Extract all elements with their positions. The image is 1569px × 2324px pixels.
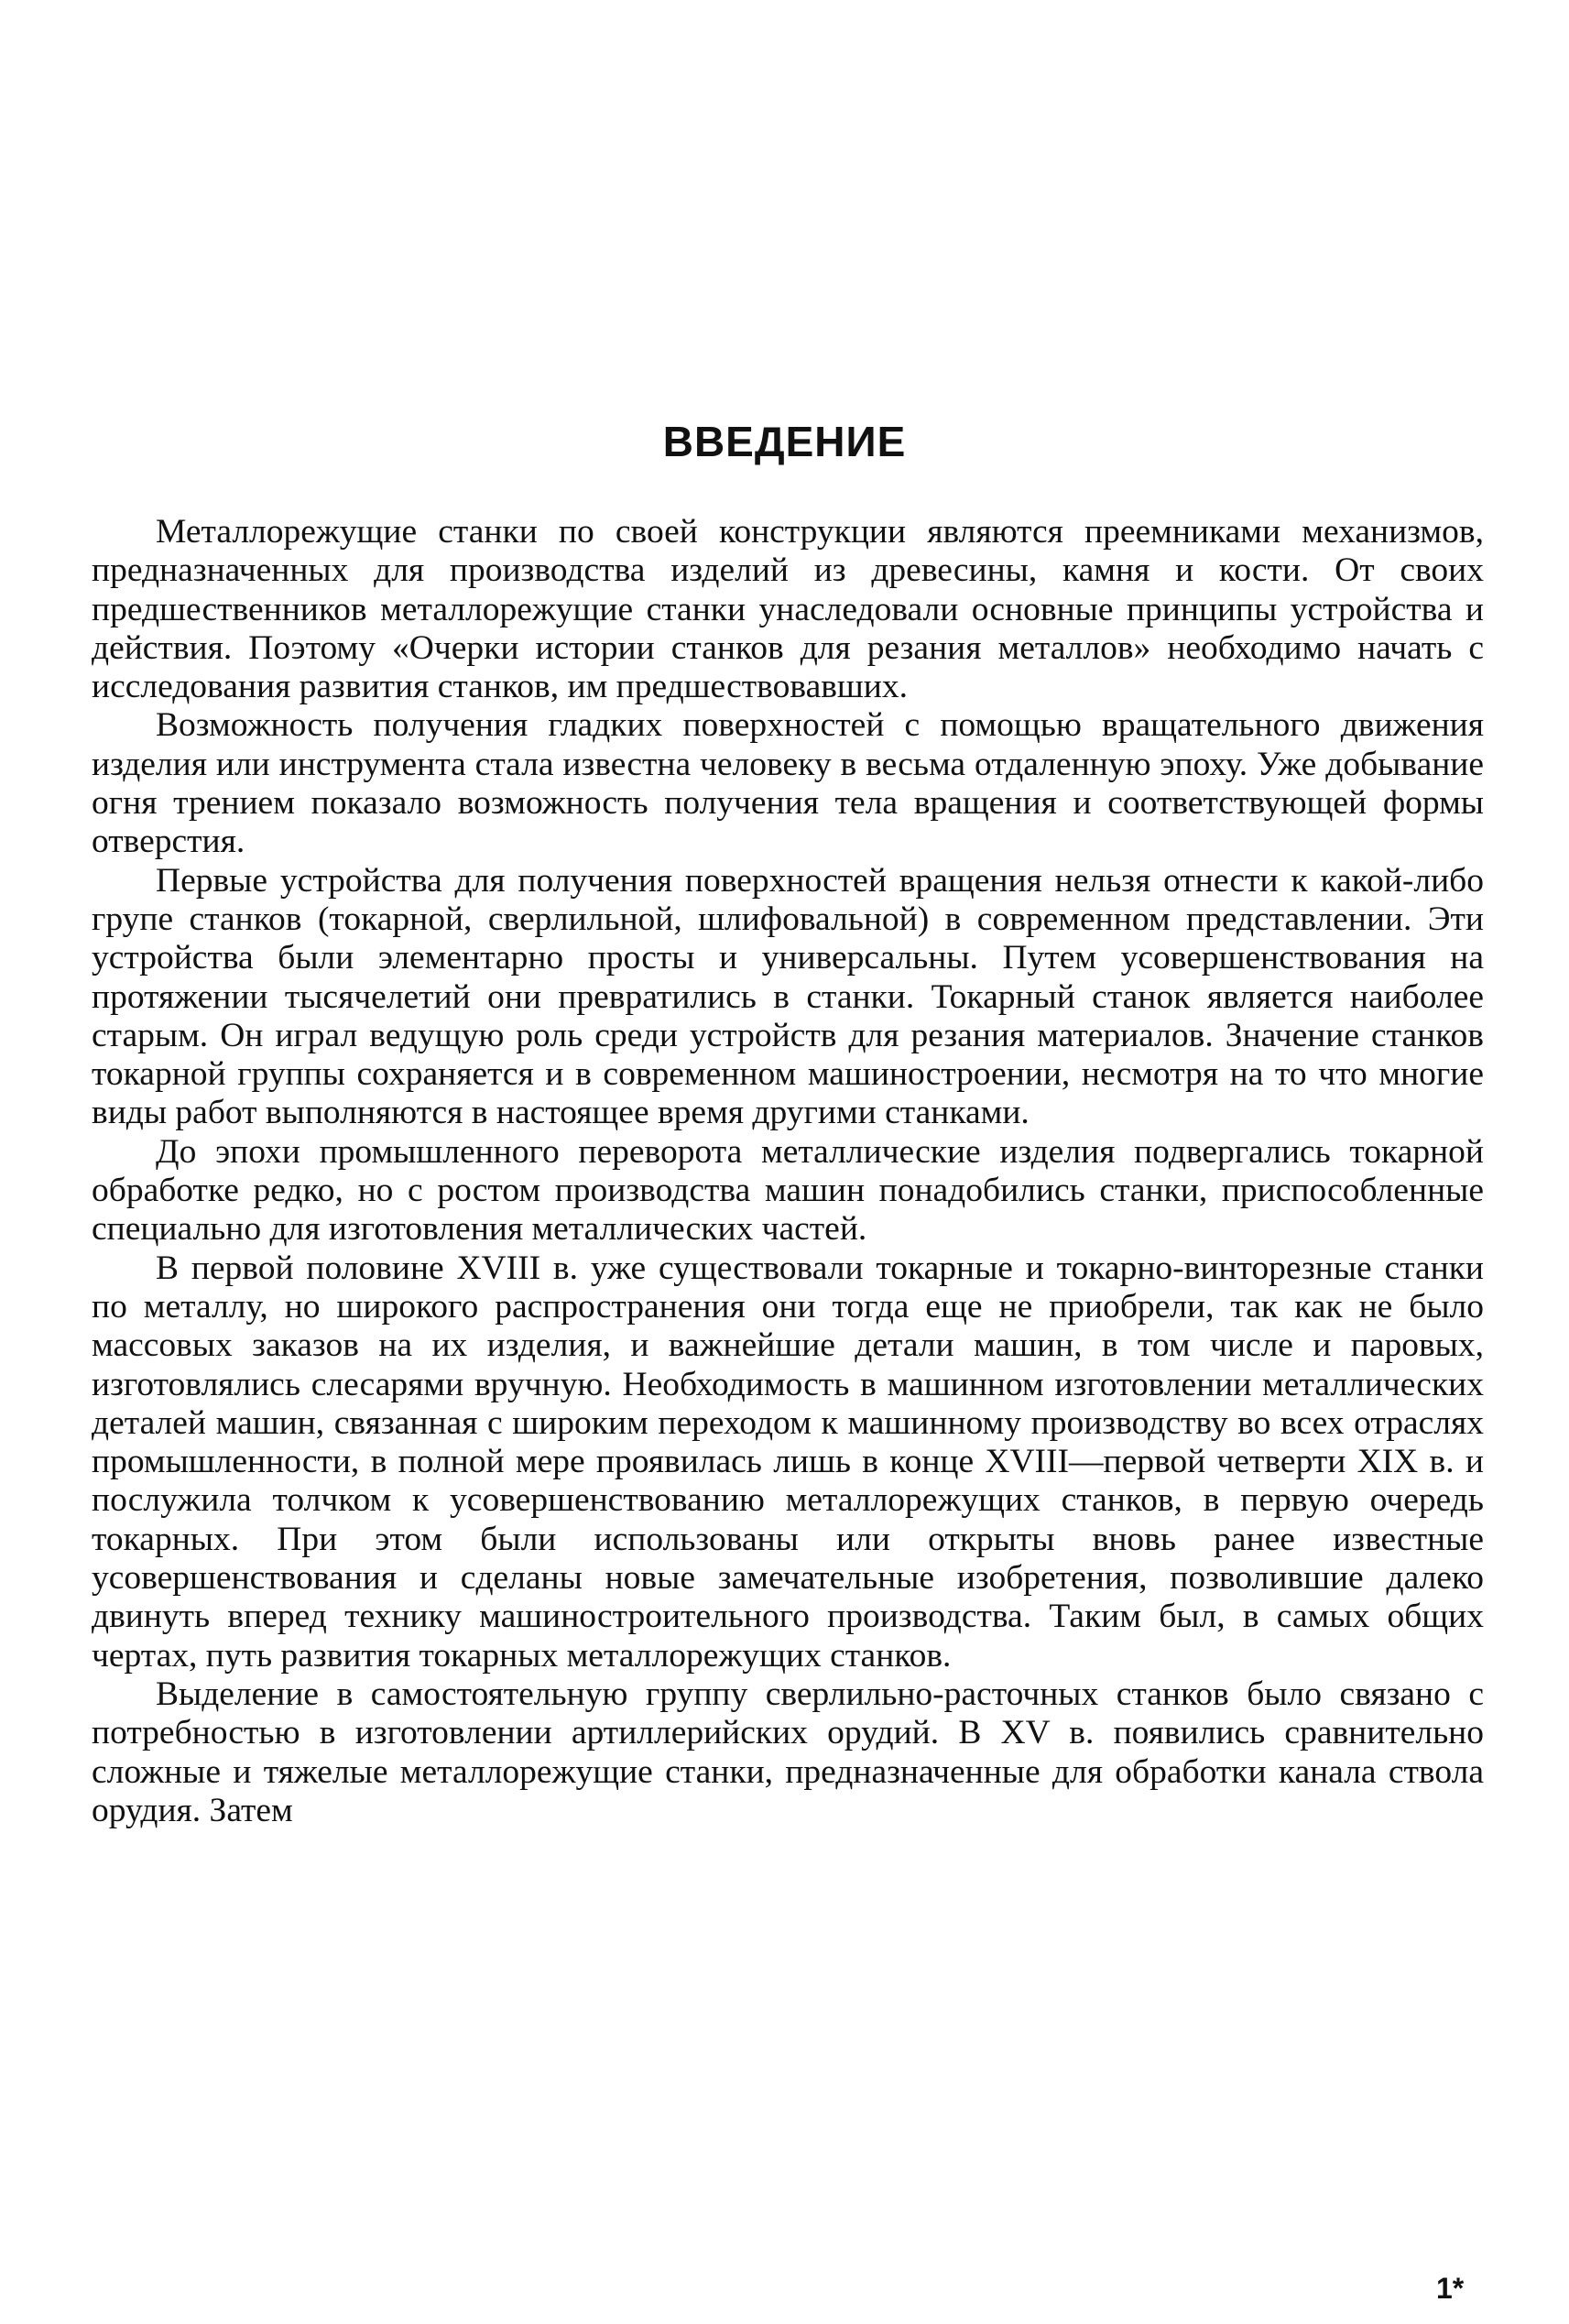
paragraph: Первые устройства для получения поверхностей вращения нельзя отнести к какой-либо групе станков (токарной, сверлильной, шлифовальной) в современном представлении. Эти устройства были элементарно просты и универсальны. Путем усовершенствования на протяжении тысячелетий они превратились в станки. Токарный станок является наиболее старым. Он играл ведущую роль среди устройств для резания материалов. Значение станков токарной группы сохраняется и в современном машиностроении, несмотря на то что многие виды работ выполняются в настоящее время другими станками. — [92, 861, 1484, 1132]
paragraph: До эпохи промышленного переворота металлические изделия подвергались токарной обработке редко, но с ростом производства машин понадобились станки, приспособленные специально для изготовления металлических частей. — [92, 1132, 1484, 1249]
paragraph: Выделение в самостоятельную группу сверлильно-расточных станков было связано с потребностью в изготовлении артиллерийских орудий. В XV в. появились сравнительно сложные и тяжелые металлорежущие станки, предназначенные для обработки канала ствола орудия. Затем — [92, 1675, 1484, 1829]
page-number: 1* — [1436, 2272, 1465, 2305]
paragraph: Металлорежущие станки по своей конструкции являются преемниками механизмов, предназначенных для производства изделий из древесины, камня и кости. От своих предшественников металлорежущие станки унаследовали основные принципы устройства и действия. Поэтому «Очерки истории станков для резания металлов» необходимо начать с исследования развития станков, им предшествовавших. — [92, 513, 1484, 706]
paragraph: Возможность получения гладких поверхностей с помощью вращательного движения изделия или инструмента стала известна человеку в весьма отдаленную эпоху. Уже добывание огня трением показало возможность получения тела вращения и соответствующей формы отверстия. — [92, 706, 1484, 861]
paragraph: В первой половине XVIII в. уже существовали токарные и токарно-винторезные станки по металлу, но широкого распространения они тогда еще не приобрели, так как не было массовых заказов на их изделия, и важнейшие детали машин, в том числе и паровых, изготовлялись слесарями вручную. Необходимость в машинном изготовлении металлических деталей машин, связанная с широким переходом к машинному производству во всех отраслях промышленности, в полной мере проявилась лишь в конце XVIII—первой четверти XIX в. и послужила толчком к усовершенствованию металлорежущих станков, в первую очередь токарных. При этом были использованы или открыты вновь ранее известные усовершенствования и сделаны новые замечательные изобретения, позволившие далеко двинуть вперед технику машиностроительного производства. Таким был, в самых общих чертах, путь развития токарных металлорежущих станков. — [92, 1249, 1484, 1675]
chapter-title: ВВЕДЕНИЕ — [662, 418, 907, 465]
body-text — [92, 513, 1484, 1830]
